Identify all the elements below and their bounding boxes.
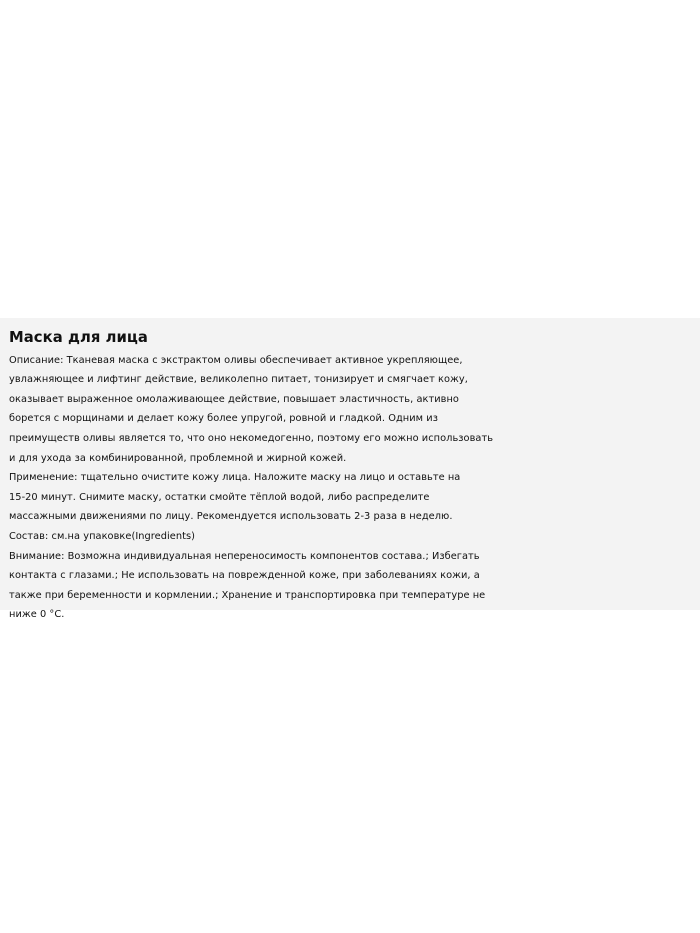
description-line: увлажняющее и лифтинг действие, великолепно питает, тонизирует и смягчает кожу,: [9, 374, 468, 386]
description-line: преимуществ оливы является то, что оно некомедогенно, поэтому его можно использовать: [9, 432, 494, 444]
composition-line: Состав: см.на упаковке(Ingredients): [9, 530, 196, 542]
usage-line: 15-20 минут. Снимите маску, остатки смойте тёплой водой, либо распределите: [9, 491, 430, 503]
warning-line: также при беременности и кормлении.; Хранение и транспортировка при температуре не: [9, 589, 486, 601]
usage-line: массажными движениями по лицу. Рекомендуется использовать 2-3 раза в неделю.: [9, 511, 453, 523]
description-line: Описание: Тканевая маска с экстрактом оливы обеспечивает активное укрепляющее,: [9, 354, 463, 366]
usage-line: Применение: тщательно очистите кожу лица. Наложите маску на лицо и оставьте на: [9, 472, 461, 484]
warning-line: контакта с глазами.; Не использовать на поврежденной коже, при заболеваниях кожи, а: [9, 570, 480, 582]
description-line: борется с морщинами и делает кожу более упругой, ровной и гладкой. Одним из: [9, 413, 438, 425]
description-line: и для ухода за комбинированной, проблемной и жирной кожей.: [9, 452, 347, 464]
warning-line: ниже 0 °С.: [9, 609, 65, 621]
product-description-panel: [0, 318, 700, 621]
warning-line: Внимание: Возможна индивидуальная непереносимость компонентов состава.; Избегать: [9, 550, 480, 562]
product-title: Маска для лица: [9, 329, 148, 346]
description-line: оказывает выраженное омолаживающее действие, повышает эластичность, активно: [9, 393, 459, 405]
